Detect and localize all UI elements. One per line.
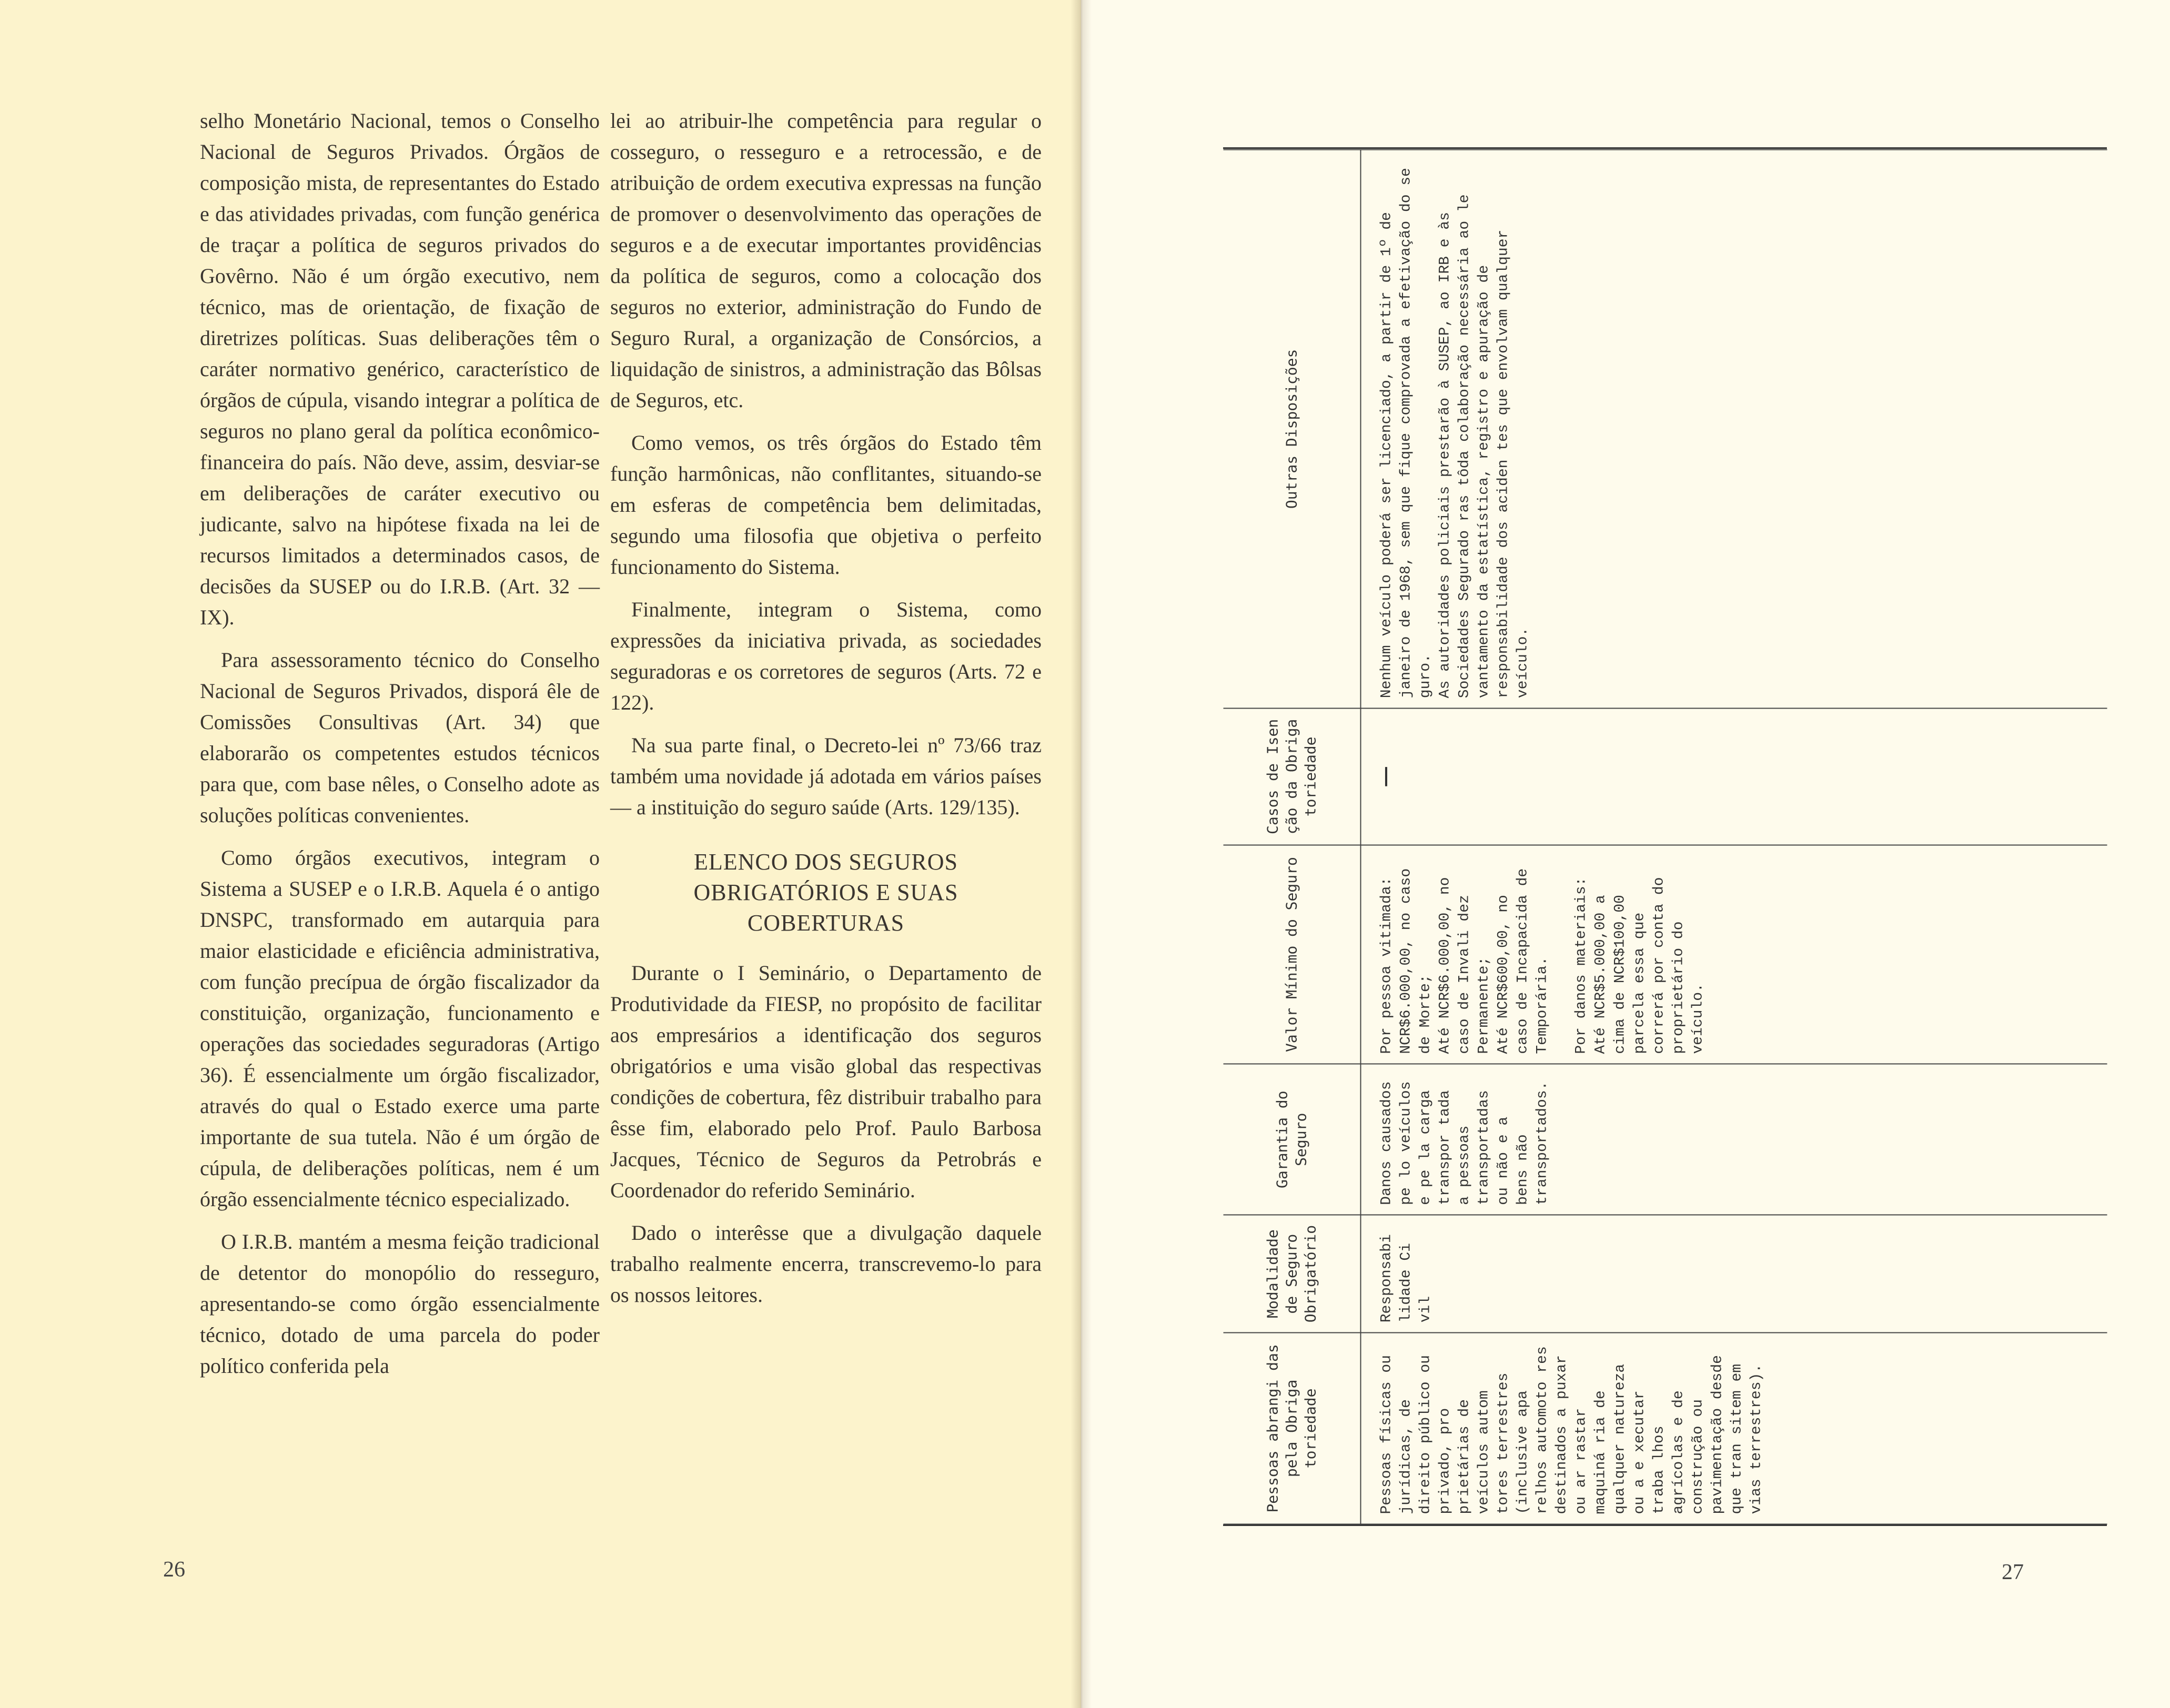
left-page-column-1 <box>200 105 600 1393</box>
table-cell: — <box>1360 708 2107 845</box>
table-header-cell: Modalidade de Seguro Obrigatório <box>1223 1215 1360 1332</box>
paragraph: selho Monetário Nacional, temos o Conselho Nacional de Seguros Privados. Órgãos de composição mista, de representantes do Estado e das atividades privadas, com função genérica de traçar a política de seguros privados do Govêrno. Não é um órgão executivo, nem técnico, mas de orientação, de fixação de diretrizes políticas. Suas deliberações têm o caráter normativo genérico, característico de órgãos de cúpula, visando integrar a política de seguros no plano geral da política econômico-financeira do país. Não deve, assim, desviar-se em deliberações de caráter executivo ou judicante, salvo na hipótese fixada na lei de recursos limitados a determinados casos, de decisões da SUSEP ou do I.R.B. (Art. 32 — IX). <box>200 109 600 629</box>
section-heading <box>610 847 1042 938</box>
left-page-column-2 <box>610 105 1042 1322</box>
table-header-row <box>1223 149 1360 1524</box>
heading-line: OBRIGATÓRIOS E SUAS <box>693 880 958 905</box>
page-number: 27 <box>2002 1560 2024 1584</box>
paragraph: O I.R.B. mantém a mesma feição tradicional de detentor do monopólio do resseguro, apresentando-se como órgão essencialmente técnico, dotado de uma parcela do poder político conferida pela <box>200 1230 600 1378</box>
page-number: 26 <box>163 1558 185 1582</box>
rotated-table-container <box>1223 149 2107 1524</box>
table-header-cell: Valor Mínimo do Seguro <box>1223 845 1360 1064</box>
book-gutter <box>1071 0 1092 1708</box>
table-header-cell: Casos de Isen ção da Obriga toriedade <box>1223 708 1360 845</box>
paragraph: Como vemos, os três órgãos do Estado têm função harmônicas, não conflitantes, situando-se em esferas de competência bem delimitadas, segundo uma filosofia que objetiva o perfeito funcionamento do Sistema. <box>610 431 1042 579</box>
paragraph: Para assessoramento técnico do Conselho Nacional de Seguros Privados, disporá êle de Comissões Consultivas (Art. 34) que elaborarão os competentes estudos técnicos para que, com base nêles, o Conselho adote as soluções políticas convenientes. <box>200 648 600 827</box>
paragraph: Finalmente, integram o Sistema, como expressões da iniciativa privada, as sociedades seguradoras e os corretores de seguros (Arts. 72 e 122). <box>610 598 1042 714</box>
insurance-table-frame <box>1223 147 2107 1526</box>
paragraph: Na sua parte final, o Decreto-lei nº 73/66 traz também uma novidade já adotada em vários países — a instituição do seguro saúde (Arts. 129/135). <box>610 733 1042 819</box>
table-header-cell: Outras Disposições <box>1223 149 1360 708</box>
table-cell: Pessoas físicas ou jurídicas, de direito público ou privado, pro prietárias de veículos autom tores terrestres (inclusive apa relhos automoto res destinados a puxar ou ar rastar maquiná ria de qualquer natureza ou a e xecutar traba lhos agrícolas e de construção ou pavimentação desde que tran sitem em vias terrestres). <box>1360 1332 2107 1524</box>
table-cell: Danos causados pe lo veículos e pe la carga transpor tada a pessoas transportadas ou não e a bens não transportados. <box>1360 1064 2107 1215</box>
insurance-table <box>1223 149 2107 1524</box>
table-cell: Responsabi lidade Ci vil <box>1360 1215 2107 1332</box>
table-header-cell: Pessoas abrangi das pela Obriga toriedade <box>1223 1332 1360 1524</box>
heading-line: ELENCO DOS SEGUROS <box>693 849 958 875</box>
heading-line: COBERTURAS <box>747 910 905 936</box>
paragraph: lei ao atribuir-lhe competência para regular o cosseguro, o resseguro e a retrocessão, e de atribuição de ordem executiva expressas na função de promover o desenvolvimento das operações de seguros e a de executar importantes providências da política de seguros, como a colocação dos seguros no exterior, administração do Fundo de Seguro Rural, a organização de Consórcios, a liquidação de sinistros, a administração das Bôlsas de Seguros, etc. <box>610 109 1042 412</box>
table-cell: Nenhum veículo poderá ser licenciado, a partir de 1º de janeiro de 1968, sem que fique comprovada a efetivação do se guro. As autoridades policiais prestarão à SUSEP, ao IRB e às Sociedades Segurado ras tôda colaboração necessária ao le vantamento da estatística, registro e apuração de responsabilidade dos aciden tes que envolvam qualquer veículo. <box>1360 149 2107 708</box>
left-page <box>0 0 1081 1708</box>
paragraph: Durante o I Seminário, o Departamento de Produtividade da FIESP, no propósito de facilitar aos empresários a identificação dos seguros obrigatórios e uma visão global das respectivas condições de cobertura, fêz distribuir trabalho para êsse fim, elaborado pelo Prof. Paulo Barbosa Jacques, Técnico de Seguros da Petrobrás e Coordenador do referido Seminário. <box>610 961 1042 1202</box>
table-row <box>1360 149 2107 1524</box>
paragraph: Como órgãos executivos, integram o Sistema a SUSEP e o I.R.B. Aquela é o antigo DNSPC, transformado em autarquia para maior elasticidade e eficiência administrativa, com função precípua de órgão fiscalizador da constituição, organização, funcionamento e operações das sociedades seguradoras (Artigo 36). É essencialmente um órgão fiscalizador, através do qual o Estado exerce uma parte importante de sua tutela. Não é um órgão de cúpula, de deliberações políticas, nem é um órgão essencialmente técnico especializado. <box>200 846 600 1211</box>
table-cell: Por pessoa vitimada: NCR$6.000,00, no caso de Morte; Até NCR$6.000,00, no caso de Invali dez Permanente; Até NCR$600,00, no caso de Incapacida de Temporária. Por danos materiais: Até NCR$5.000,00 a cima de NCR$100,00 parcela essa que correrá por conta do proprietário do veículo. <box>1360 845 2107 1064</box>
table-header-cell: Garantia do Seguro <box>1223 1064 1360 1215</box>
paragraph: Dado o interêsse que a divulgação daquele trabalho realmente encerra, transcrevemo-lo para os nossos leitores. <box>610 1221 1042 1307</box>
